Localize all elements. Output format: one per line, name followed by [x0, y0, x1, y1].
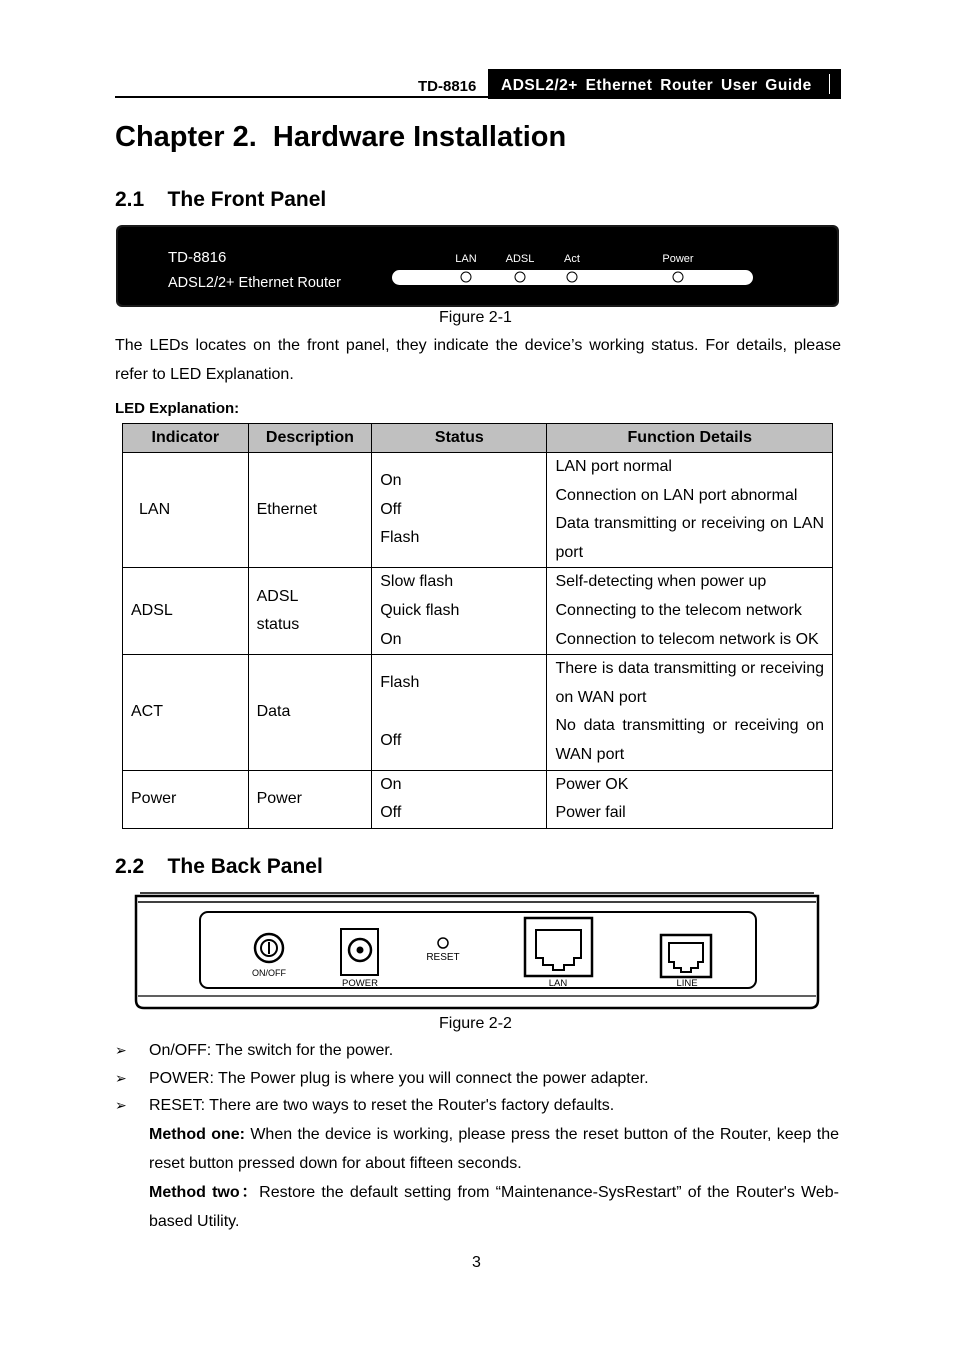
method-two-text: Restore the default setting from “Maintenance-SysRestart” of the Router's Web-based Utility. — [149, 1184, 839, 1230]
indicator-cell: Power — [123, 770, 249, 828]
reset-label: RESET — [426, 952, 460, 963]
header-divider — [829, 74, 830, 94]
led-explanation-heading: LED Explanation: — [115, 400, 240, 417]
front-panel-product: ADSL2/2+ Ethernet Router — [168, 275, 341, 291]
table-row-act — [123, 655, 833, 770]
description-cell — [248, 655, 372, 770]
header-title: ADSL2/2+ Ethernet Router User Guide — [501, 77, 812, 94]
onoff-label: ON/OFF — [252, 968, 286, 978]
page-number: 3 — [472, 1254, 481, 1271]
section-title: The Front Panel — [167, 188, 327, 211]
description-cell — [248, 453, 372, 568]
status-spacer — [380, 698, 538, 727]
reset-methods — [149, 1120, 839, 1236]
arrow-bullet-icon: ➢ — [115, 1069, 127, 1086]
details-line: Connection on LAN port abnormal — [555, 486, 798, 504]
method-one-paragraph — [149, 1120, 839, 1178]
list-item — [115, 1037, 841, 1065]
header-model: TD-8816 — [418, 78, 477, 95]
section-title: The Back Panel — [167, 855, 323, 878]
description-cell — [248, 770, 372, 828]
description-line: Power — [256, 789, 302, 807]
header-indicator: Indicator — [123, 424, 249, 453]
details-line: There is data transmitting or receiving on WAN port — [555, 660, 824, 706]
figure-caption-2-2: Figure 2-2 — [439, 1015, 512, 1032]
description-line: ADSL — [256, 587, 299, 605]
reset-button-icon — [438, 938, 448, 948]
table-row-lan — [123, 453, 833, 568]
led-act-icon — [567, 272, 577, 282]
details-line: Connection to telecom network is OK — [555, 630, 819, 648]
arrow-bullet-icon: ➢ — [115, 1042, 127, 1058]
bullet-text: RESET: There are two ways to reset the Router's factory defaults. — [149, 1097, 615, 1114]
description-line: Ethernet — [256, 500, 318, 518]
led-lan-icon — [461, 272, 471, 282]
bullet-text: POWER: The Power plug is where you will connect the power adapter. — [149, 1069, 649, 1087]
figure-caption-2-1: Figure 2-1 — [439, 309, 512, 326]
status-line: Slow flash — [380, 573, 454, 591]
details-cell — [547, 770, 833, 828]
status-cell — [372, 770, 547, 828]
led-label-lan: LAN — [455, 253, 477, 265]
status-cell — [372, 655, 547, 770]
power-jack-pin — [357, 947, 364, 954]
intro-paragraph: The LEDs locates on the front panel, they indicate the device’s working status. For details, please refer to LED Explanation. — [115, 337, 841, 383]
details-line: Self-detecting when power up — [555, 573, 767, 591]
line-label: LINE — [676, 978, 698, 989]
section-number: 2.1 — [115, 188, 145, 211]
status-line: On — [380, 630, 402, 648]
section-heading-back-panel — [115, 855, 323, 879]
status-line: Off — [380, 500, 402, 518]
indicator-cell: ACT — [123, 655, 249, 770]
method-one-text: When the device is working, please press the reset button of the Router, keep the reset button pressed down for about fifteen seconds. — [149, 1126, 840, 1172]
led-adsl-icon — [515, 272, 525, 282]
list-item — [115, 1092, 841, 1120]
details-line: Power OK — [555, 775, 629, 793]
arrow-bullet-icon: ➢ — [115, 1097, 127, 1113]
details-line: No data transmitting or receiving on WAN port — [555, 717, 824, 763]
status-line: On — [380, 472, 402, 490]
front-panel-figure — [116, 225, 839, 307]
front-panel-model: TD-8816 — [168, 249, 227, 266]
details-line: Power fail — [555, 804, 626, 822]
status-line: Off — [380, 804, 402, 822]
front-panel-face — [118, 227, 837, 305]
indicator-cell: ADSL — [123, 568, 249, 655]
header-rule — [115, 96, 488, 98]
led-label-act: Act — [564, 253, 580, 265]
lan-label: LAN — [548, 978, 568, 989]
status-line: On — [380, 775, 402, 793]
method-one-label: Method one: — [149, 1126, 245, 1143]
indicator-cell: LAN — [123, 453, 249, 568]
line-jack-outline — [669, 943, 703, 972]
description-line: status — [256, 616, 300, 634]
details-cell — [547, 568, 833, 655]
table-header-row — [123, 424, 833, 453]
description-cell — [248, 568, 372, 655]
back-panel-figure — [134, 890, 820, 1014]
status-line: Off — [380, 731, 402, 749]
description-line: Data — [256, 703, 291, 721]
header-status: Status — [372, 424, 547, 453]
status-cell — [372, 568, 547, 655]
section-heading-front-panel — [115, 188, 326, 212]
details-line: LAN port normal — [555, 458, 672, 475]
back-panel-bullet-list — [115, 1037, 841, 1120]
chapter-title: Chapter 2. Hardware Installation — [115, 121, 567, 153]
status-cell — [372, 453, 547, 568]
table-row-adsl — [123, 568, 833, 655]
lan-jack-outline — [536, 930, 581, 970]
list-item — [115, 1065, 841, 1093]
led-label-adsl: ADSL — [505, 253, 535, 265]
details-line: Data transmitting or receiving on LAN port — [555, 515, 824, 561]
led-power-icon — [673, 272, 683, 282]
method-two-label: Method two： — [149, 1184, 260, 1201]
status-line: Quick flash — [380, 601, 460, 619]
table-row-power — [123, 770, 833, 828]
details-cell — [547, 655, 833, 770]
status-line: Flash — [380, 674, 420, 692]
details-cell — [547, 453, 833, 568]
bullet-text: On/OFF: The switch for the power. — [149, 1042, 394, 1059]
method-two-paragraph — [149, 1178, 839, 1236]
led-label-power: Power — [662, 253, 694, 265]
status-line: Flash — [380, 529, 420, 547]
section-number: 2.2 — [115, 855, 145, 878]
header-function-details: Function Details — [547, 424, 833, 453]
power-label: POWER — [342, 978, 378, 989]
header-description: Description — [248, 424, 372, 453]
details-line: Connecting to the telecom network — [555, 601, 802, 619]
led-explanation-table — [122, 423, 833, 829]
